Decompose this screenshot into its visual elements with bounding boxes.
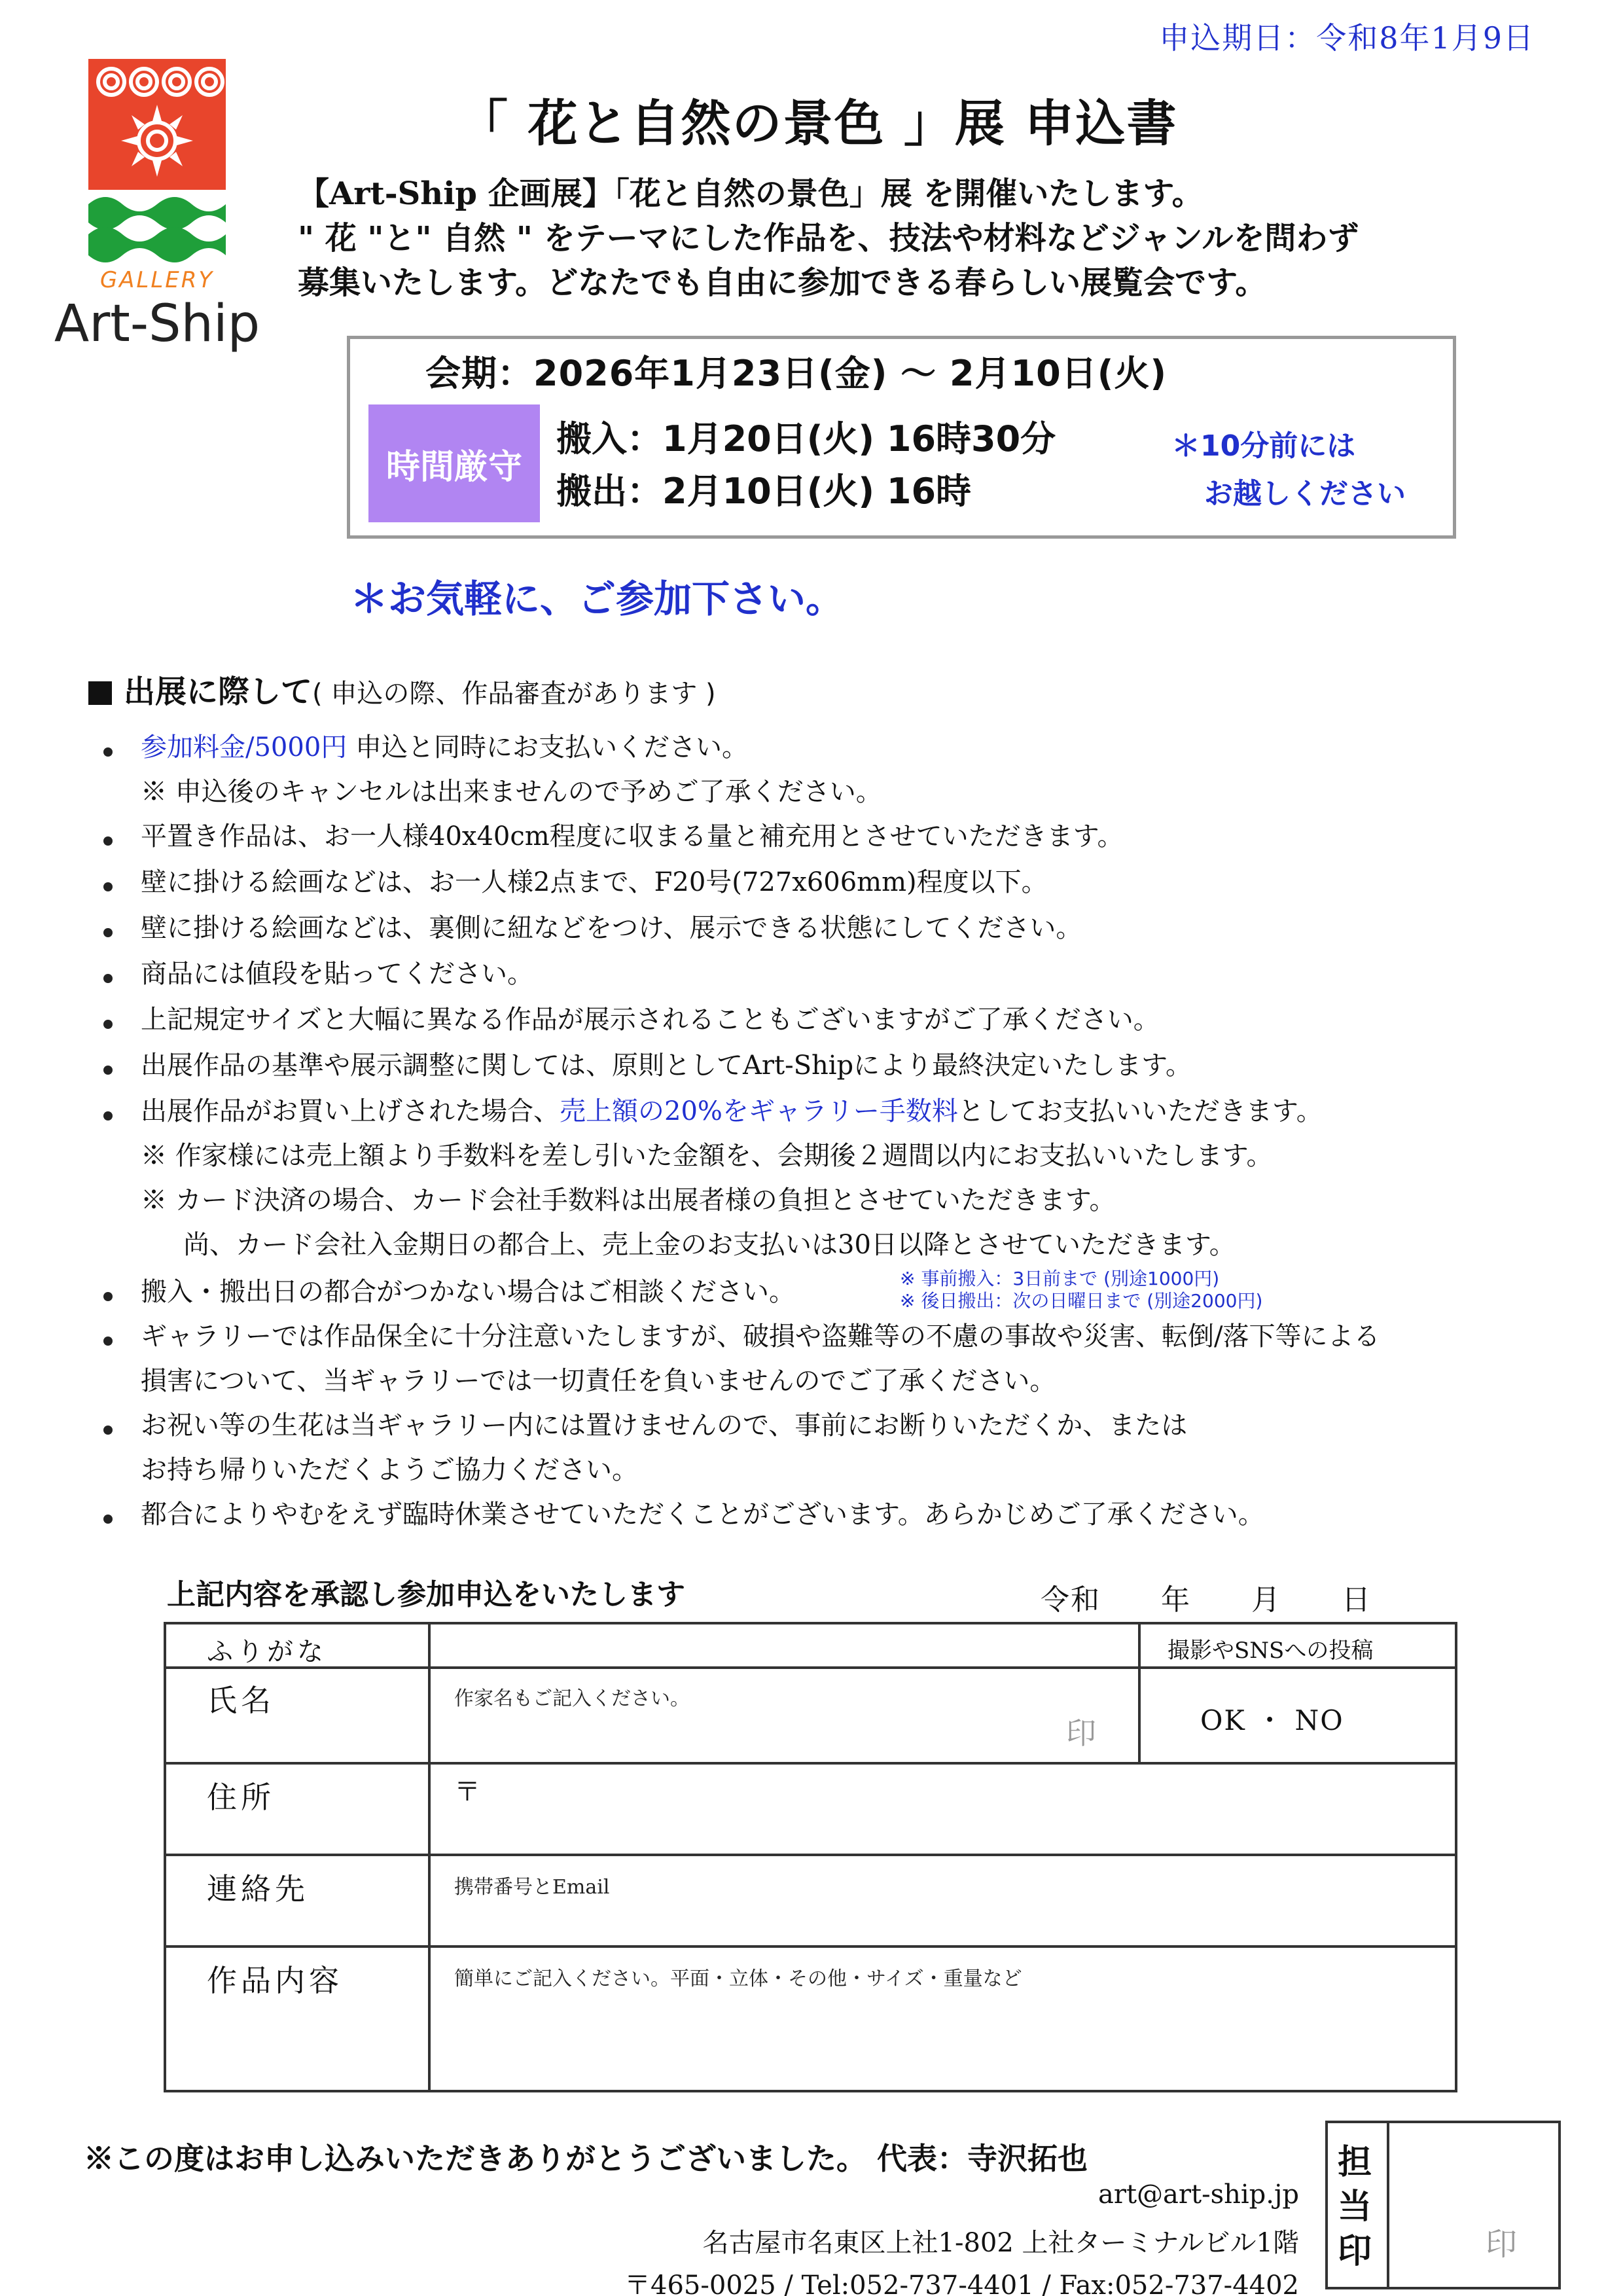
section-title: 出展に際して — [124, 673, 313, 710]
furigana-input[interactable] — [431, 1627, 1138, 1666]
rule-decision: 出展作品の基準や展示調整に関しては、原則としてArt-Shipにより最終決定いたします。 — [141, 1050, 1192, 1081]
bullet-icon — [103, 974, 113, 983]
rule-flowers-2: お持ち帰りいただくようご協力ください。 — [141, 1455, 638, 1485]
bullet-icon — [103, 836, 113, 846]
sale-post-text: としてお支払いいただきます。 — [957, 1096, 1323, 1126]
rule-cancel: ※ 申込後のキャンセルは出来ませんので予めご了承ください。 — [141, 777, 882, 807]
early-carry-in-note: ※ 事前搬入：3日前まで (別途1000円) — [900, 1268, 1220, 1289]
carry-in-time: 搬入：1月20日(火) 16時30分 — [556, 418, 1056, 459]
rule-fee — [141, 734, 748, 761]
section-subtitle: ( 申込の際、作品審査があります ) — [312, 679, 716, 709]
bullet-icon — [103, 928, 113, 937]
application-deadline: 申込期日：令和8年1月9日 — [1159, 20, 1535, 56]
fee-rest-text: 申込と同時にお支払いください。 — [347, 732, 748, 762]
name-input[interactable] — [431, 1669, 1138, 1762]
bullet-icon — [103, 747, 113, 757]
sns-options[interactable]: OK ・ NO — [1200, 1704, 1344, 1736]
bullet-icon — [103, 1515, 113, 1524]
rule-liability-1: ギャラリーでは作品保全に十分注意いたしますが、破損や盗難等の不慮の事故や災害、転倒/落下等による — [141, 1321, 1380, 1352]
sun-wave-logo-icon — [88, 59, 226, 295]
bullet-icon — [103, 882, 113, 891]
bullet-icon — [103, 1111, 113, 1121]
late-carry-out-note: ※ 後日搬出：次の日曜日まで (別途2000円) — [900, 1290, 1263, 1312]
staff-seal-label: 担当印 — [1337, 2142, 1372, 2271]
rule-price: 商品には値段を貼ってください。 — [141, 959, 533, 989]
arrival-note-line-2: お越しください — [1204, 477, 1406, 511]
furigana-label: ふりがな — [207, 1637, 327, 1667]
bullet-icon — [103, 1336, 113, 1346]
contact-input[interactable] — [431, 1856, 1452, 1945]
works-label: 作品内容 — [207, 1963, 343, 1998]
gallery-logo — [52, 59, 262, 373]
form-divider — [1138, 1624, 1141, 1762]
works-input[interactable] — [431, 1948, 1452, 2090]
intro-line-2: " 花 "と" 自然 " をテーマにした作品を、技法や材料などジャンルを問わず — [298, 220, 1359, 257]
gallery-phone-fax: 〒465-0025 / Tel:052-737-4401 / Fax:052-737-4402 — [624, 2270, 1299, 2296]
contact-hint: 携帯番号とEmail — [454, 1876, 610, 1899]
rule-wall-string: 壁に掛ける絵画などは、裏側に紐などをつけ、展示できる状態にしてください。 — [141, 913, 1082, 943]
gallery-address: 名古屋市名東区上社1-802 上社ターミナルビル1階 — [702, 2228, 1299, 2258]
rule-closure: 都合によりやむをえず臨時休業させていただくことがございます。あらかじめご了承ください。 — [141, 1499, 1264, 1530]
square-bullet-icon — [88, 681, 112, 705]
sns-label: 撮影やSNSへの投稿 — [1168, 1638, 1374, 1664]
rule-sale-note-3: 尚、カード会社入金期日の都合上、売上金のお支払いは30日以降とさせていただきます。 — [183, 1230, 1236, 1260]
form-divider — [428, 1624, 431, 2090]
intro-line-3: 募集いたします。どなたでも自由に参加できる春らしい展覧会です。 — [298, 264, 1267, 301]
rule-sale-note-1: ※ 作家様には売上額より手数料を差し引いた金額を、会期後２週間以内にお支払いいたします。 — [141, 1141, 1273, 1171]
works-hint: 簡単にご記入ください。平面・立体・その他・サイズ・重量など — [454, 1967, 1022, 1990]
logo-name: Art-Ship — [54, 295, 260, 353]
contact-email[interactable]: art@art-ship.jp — [1097, 2179, 1299, 2210]
rule-flat-works: 平置き作品は、お一人様40x40cm程度に収まる量と補充用とさせていただきます。 — [141, 821, 1124, 852]
page-title: 「 花と自然の景色 」展 申込書 — [458, 94, 1178, 152]
address-label: 住所 — [207, 1780, 275, 1815]
bullet-icon — [103, 1426, 113, 1435]
agreement-statement: 上記内容を承認し参加申込をいたします — [167, 1578, 685, 1611]
exhibition-period: 会期：2026年1月23日(金) 〜 2月10日(火) — [425, 353, 1168, 394]
bullet-icon — [103, 1292, 113, 1301]
application-form-table — [164, 1622, 1457, 2092]
contact-label: 連絡先 — [207, 1871, 309, 1907]
rule-sale-note-2: ※ カード決済の場合、カード会社手数料は出展者様の負担とさせていただきます。 — [141, 1185, 1116, 1215]
rule-flowers-1: お祝い等の生花は当ギャラリー内には置けませんので、事前にお断りいただくか、または — [141, 1410, 1188, 1441]
section-heading — [88, 666, 716, 711]
name-label: 氏名 — [207, 1683, 275, 1718]
logo-gallery-text: GALLERY — [99, 267, 215, 293]
postal-mark: 〒 — [454, 1777, 480, 1807]
sale-pre-text: 出展作品がお買い上げされた場合、 — [141, 1096, 560, 1126]
name-hint: 作家名もご記入ください。 — [454, 1687, 690, 1710]
strict-time-badge: 時間厳守 — [368, 404, 540, 522]
rule-schedule-consult: 搬入・搬出日の都合がつかない場合はご相談ください。 — [141, 1277, 795, 1307]
application-date-field[interactable]: 令和 年 月 日 — [1041, 1583, 1372, 1617]
name-stamp-mark: 印 — [1066, 1715, 1096, 1751]
bullet-icon — [103, 1020, 113, 1029]
rule-size-diff: 上記規定サイズと大幅に異なる作品が展示されることもございますがご了承ください。 — [141, 1005, 1160, 1035]
thanks-message: ※この度はお申し込みいただきありがとうございました。 代表：寺沢拓也 — [84, 2141, 1088, 2176]
staff-seal-mark: 印 — [1486, 2226, 1518, 2263]
arrival-note-line-1: ＊10分前には — [1171, 429, 1356, 463]
sale-fee-text: 売上額の20%をギャラリー手数料 — [560, 1096, 958, 1126]
bullet-icon — [103, 1066, 113, 1075]
fee-text: 参加料金/5000円 — [141, 732, 348, 762]
rule-liability-2: 損害について、当ギャラリーでは一切責任を負いませんのでご了承ください。 — [141, 1366, 1056, 1396]
rule-wall-size: 壁に掛ける絵画などは、お一人様2点まで、F20号(727x606mm)程度以下。 — [141, 867, 1048, 897]
carry-out-time: 搬出：2月10日(火) 16時 — [556, 471, 972, 512]
intro-line-1: 【Art-Ship 企画展】「花と自然の景色」展 を開催いたします。 — [298, 175, 1204, 212]
casual-participation-note: ＊お気軽に、ご参加下さい。 — [350, 577, 844, 621]
rule-sale — [141, 1098, 1323, 1124]
address-input[interactable] — [431, 1765, 1452, 1854]
